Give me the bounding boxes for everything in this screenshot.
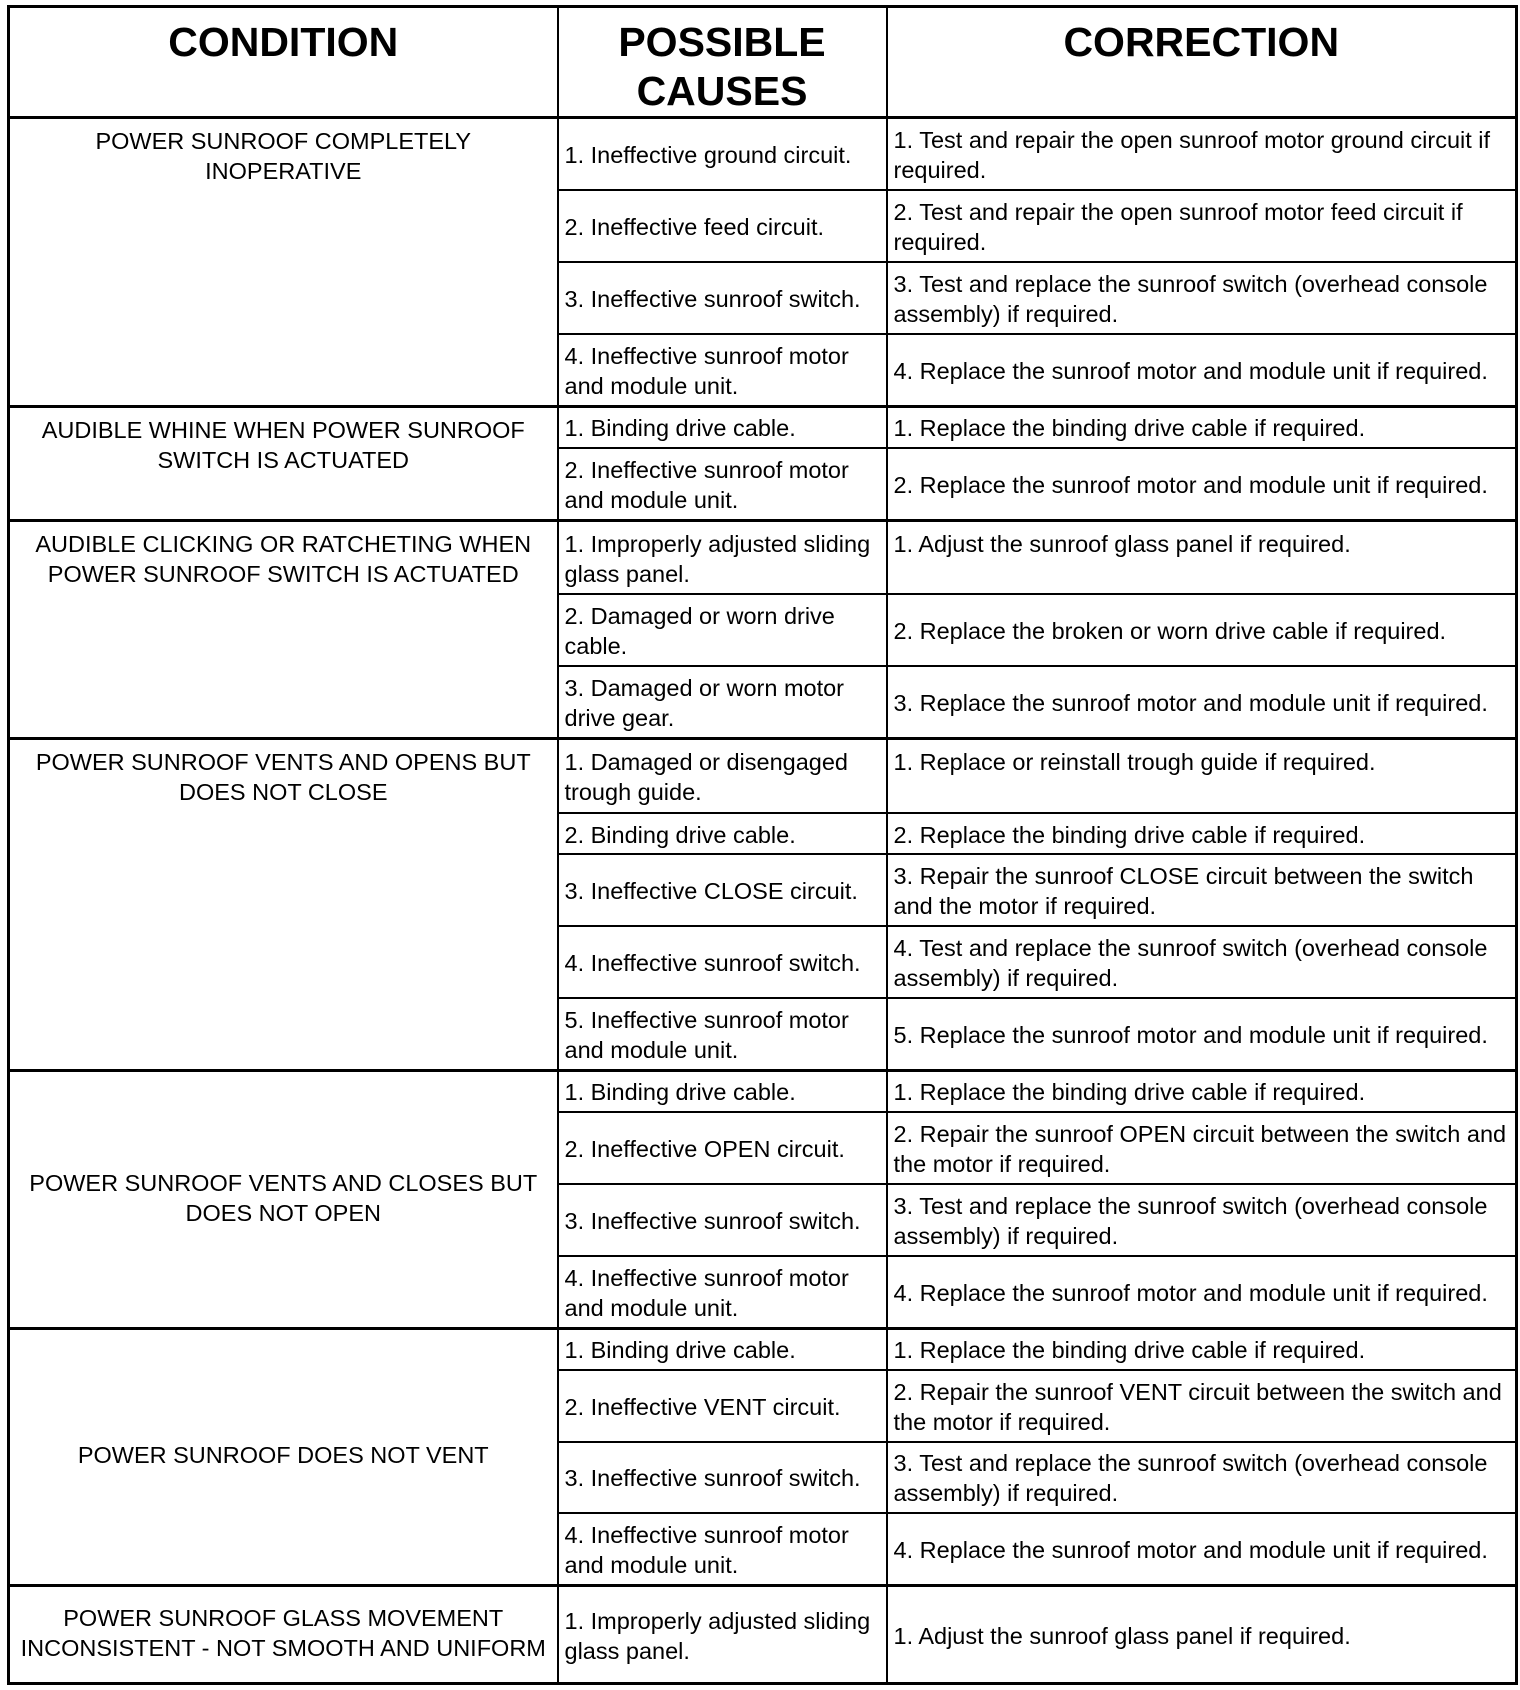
correction-cell: 2. Repair the sunroof VENT circuit between the switch and the motor if required. (887, 1370, 1517, 1442)
diagnosis-table (7, 5, 1518, 1685)
condition-header: CONDITION (9, 7, 558, 118)
table-header (9, 7, 1517, 118)
cause-cell: 4. Ineffective sunroof motor and module unit. (558, 1513, 887, 1585)
cause-cell: 1. Binding drive cable. (558, 1328, 887, 1370)
cause-cell: 5. Ineffective sunroof motor and module unit. (558, 998, 887, 1070)
cause-cell: 2. Binding drive cable. (558, 813, 887, 854)
condition-cell: POWER SUNROOF VENTS AND CLOSES BUT DOES NOT OPEN (9, 1070, 558, 1328)
correction-cell: 4. Replace the sunroof motor and module unit if required. (887, 1256, 1517, 1328)
correction-cell: 3. Test and replace the sunroof switch (overhead console assembly) if required. (887, 262, 1517, 334)
table-row (9, 406, 1517, 448)
cause-cell: 2. Damaged or worn drive cable. (558, 594, 887, 666)
cause-cell: 2. Ineffective feed circuit. (558, 190, 887, 262)
cause-cell: 4. Ineffective sunroof switch. (558, 926, 887, 998)
correction-cell: 4. Replace the sunroof motor and module unit if required. (887, 1513, 1517, 1585)
correction-cell: 3. Test and replace the sunroof switch (overhead console assembly) if required. (887, 1184, 1517, 1256)
header-row (9, 7, 1517, 118)
correction-cell: 1. Test and repair the open sunroof motor ground circuit if required. (887, 118, 1517, 190)
table-row (9, 1070, 1517, 1112)
cause-cell: 3. Ineffective sunroof switch. (558, 1184, 887, 1256)
cause-cell: 1. Damaged or disengaged trough guide. (558, 739, 887, 813)
cause-cell: 1. Binding drive cable. (558, 406, 887, 448)
table-row (9, 1328, 1517, 1370)
condition-cell: POWER SUNROOF GLASS MOVEMENT INCONSISTENT - NOT SMOOTH AND UNIFORM (9, 1586, 558, 1684)
table-row (9, 118, 1517, 190)
correction-header: CORRECTION (887, 7, 1517, 118)
cause-cell: 3. Ineffective sunroof switch. (558, 1442, 887, 1514)
table-row (9, 1586, 1517, 1684)
correction-cell: 1. Adjust the sunroof glass panel if required. (887, 520, 1517, 594)
condition-cell: POWER SUNROOF COMPLETELY INOPERATIVE (9, 118, 558, 407)
table-row (9, 739, 1517, 813)
correction-cell: 5. Replace the sunroof motor and module unit if required. (887, 998, 1517, 1070)
correction-cell: 2. Test and repair the open sunroof motor feed circuit if required. (887, 190, 1517, 262)
correction-cell: 4. Replace the sunroof motor and module unit if required. (887, 334, 1517, 406)
correction-cell: 3. Replace the sunroof motor and module unit if required. (887, 666, 1517, 738)
cause-cell: 2. Ineffective sunroof motor and module unit. (558, 448, 887, 520)
condition-cell: AUDIBLE CLICKING OR RATCHETING WHEN POWER SUNROOF SWITCH IS ACTUATED (9, 520, 558, 739)
cause-cell: 1. Binding drive cable. (558, 1070, 887, 1112)
correction-cell: 1. Replace the binding drive cable if required. (887, 1070, 1517, 1112)
correction-cell: 2. Repair the sunroof OPEN circuit between the switch and the motor if required. (887, 1112, 1517, 1184)
correction-cell: 1. Replace or reinstall trough guide if required. (887, 739, 1517, 813)
cause-cell: 2. Ineffective OPEN circuit. (558, 1112, 887, 1184)
correction-cell: 1. Replace the binding drive cable if required. (887, 1328, 1517, 1370)
table-row (9, 520, 1517, 594)
correction-cell: 1. Replace the binding drive cable if required. (887, 406, 1517, 448)
cause-cell: 1. Improperly adjusted sliding glass panel. (558, 520, 887, 594)
cause-cell: 4. Ineffective sunroof motor and module unit. (558, 334, 887, 406)
correction-cell: 4. Test and replace the sunroof switch (overhead console assembly) if required. (887, 926, 1517, 998)
cause-cell: 4. Ineffective sunroof motor and module unit. (558, 1256, 887, 1328)
cause-cell: 3. Ineffective CLOSE circuit. (558, 854, 887, 926)
condition-cell: POWER SUNROOF DOES NOT VENT (9, 1328, 558, 1586)
condition-cell: AUDIBLE WHINE WHEN POWER SUNROOF SWITCH IS ACTUATED (9, 406, 558, 520)
cause-cell: 3. Ineffective sunroof switch. (558, 262, 887, 334)
correction-cell: 3. Repair the sunroof CLOSE circuit between the switch and the motor if required. (887, 854, 1517, 926)
correction-cell: 2. Replace the binding drive cable if required. (887, 813, 1517, 854)
cause-cell: 2. Ineffective VENT circuit. (558, 1370, 887, 1442)
cause-cell: 1. Ineffective ground circuit. (558, 118, 887, 190)
correction-cell: 2. Replace the sunroof motor and module unit if required. (887, 448, 1517, 520)
table-body (9, 118, 1517, 1684)
correction-cell: 1. Adjust the sunroof glass panel if required. (887, 1586, 1517, 1684)
condition-cell: POWER SUNROOF VENTS AND OPENS BUT DOES NOT CLOSE (9, 739, 558, 1071)
correction-cell: 2. Replace the broken or worn drive cable if required. (887, 594, 1517, 666)
cause-cell: 3. Damaged or worn motor drive gear. (558, 666, 887, 738)
cause-cell: 1. Improperly adjusted sliding glass panel. (558, 1586, 887, 1684)
correction-cell: 3. Test and replace the sunroof switch (overhead console assembly) if required. (887, 1442, 1517, 1514)
possible-causes-header: POSSIBLE CAUSES (558, 7, 887, 118)
